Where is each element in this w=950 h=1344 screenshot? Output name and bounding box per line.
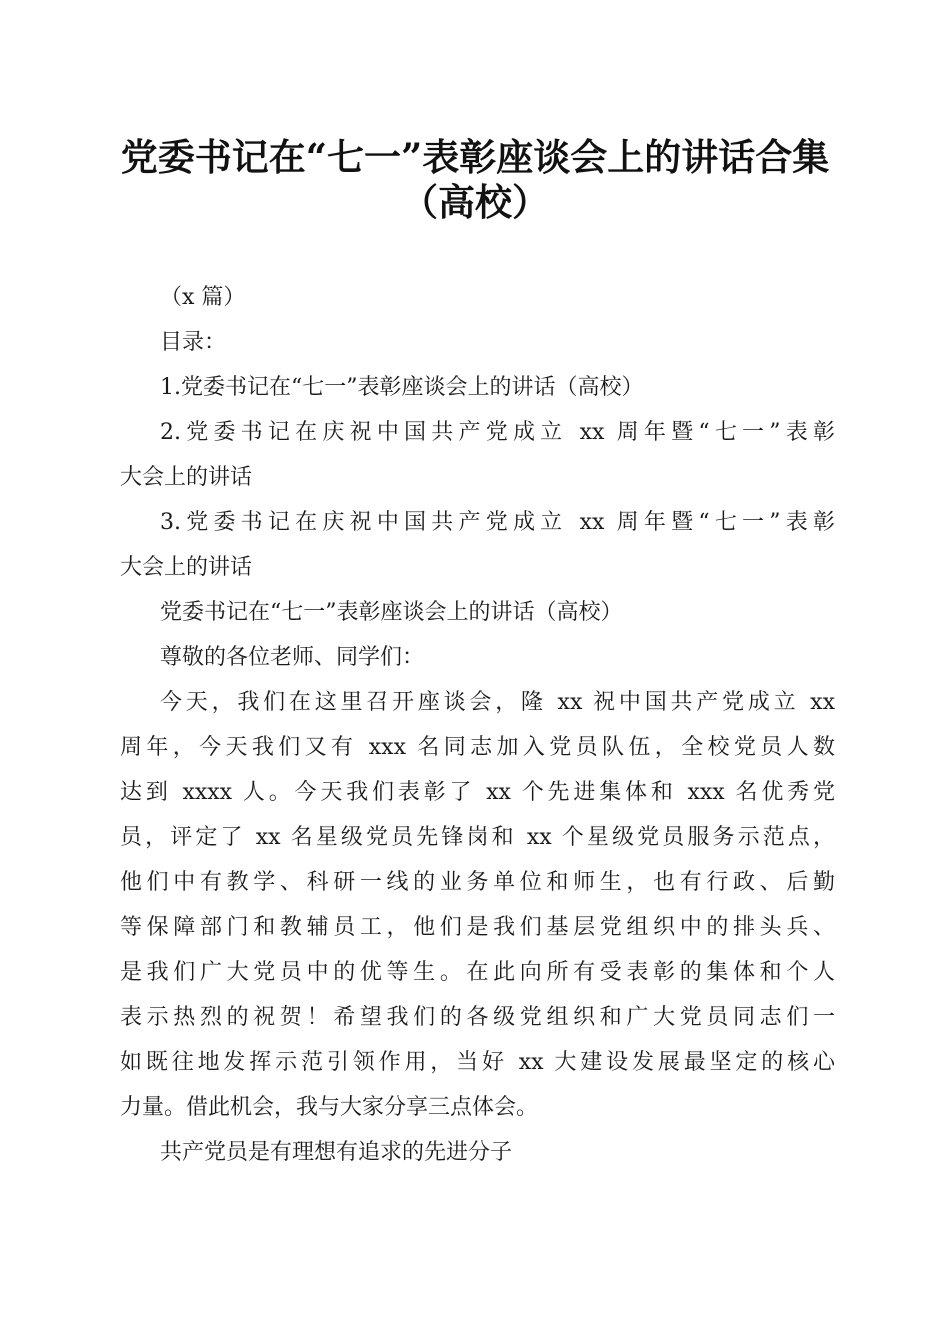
salutation: 尊敬的各位老师、同学们： <box>160 645 425 670</box>
paragraph-line: 今天，我们在这里召开座谈会，隆 xx 祝中国共产党成立 xx <box>160 690 835 715</box>
document-title-line-1: 党委书记在“七一”表彰座谈会上的讲话合集 <box>120 135 830 179</box>
paragraph-line: 达到 xxxx 人。今天我们表彰了 xx 个先进集体和 xxx 名优秀党 <box>120 780 835 805</box>
paragraph-line: 周年，今天我们又有 xxx 名同志加入党员队伍，全校党员人数 <box>120 735 835 760</box>
count-note: （x 篇） <box>160 285 246 310</box>
paragraph-line: 表示热烈的祝贺！希望我们的各级党组织和广大党员同志们一 <box>120 1005 835 1030</box>
document-body <box>120 275 835 1175</box>
paragraph-line: 力量。借此机会，我与大家分享三点体会。 <box>120 1095 539 1120</box>
paragraph-line: 是我们广大党员中的优等生。在此向所有受表彰的集体和个人 <box>120 960 835 985</box>
paragraph-line: 员，评定了 xx 名星级党员先锋岗和 xx 个星级党员服务示范点， <box>120 825 835 850</box>
toc-item-3: 3.党委书记在庆祝中国共产党成立 xx 周年暨“七一”表彰 <box>160 510 835 535</box>
toc-heading: 目录： <box>160 330 227 355</box>
toc-item-2-continuation: 大会上的讲话 <box>120 465 253 490</box>
speech-title: 党委书记在“七一”表彰座谈会上的讲话（高校） <box>160 600 623 625</box>
toc-item-1: 1.党委书记在“七一”表彰座谈会上的讲话（高校） <box>160 375 644 400</box>
toc-item-2: 2.党委书记在庆祝中国共产党成立 xx 周年暨“七一”表彰 <box>160 420 835 445</box>
toc-item-3-continuation: 大会上的讲话 <box>120 555 253 580</box>
section-heading: 共产党员是有理想有追求的先进分子 <box>160 1140 513 1165</box>
document-title-line-2: （高校） <box>401 180 549 224</box>
paragraph-line: 如既往地发挥示范引领作用，当好 xx 大建设发展最坚定的核心 <box>120 1050 835 1075</box>
paragraph-line: 等保障部门和教辅员工，他们是我们基层党组织中的排头兵、 <box>120 915 835 940</box>
paragraph-line: 他们中有教学、科研一线的业务单位和师生，也有行政、后勤 <box>120 870 835 895</box>
